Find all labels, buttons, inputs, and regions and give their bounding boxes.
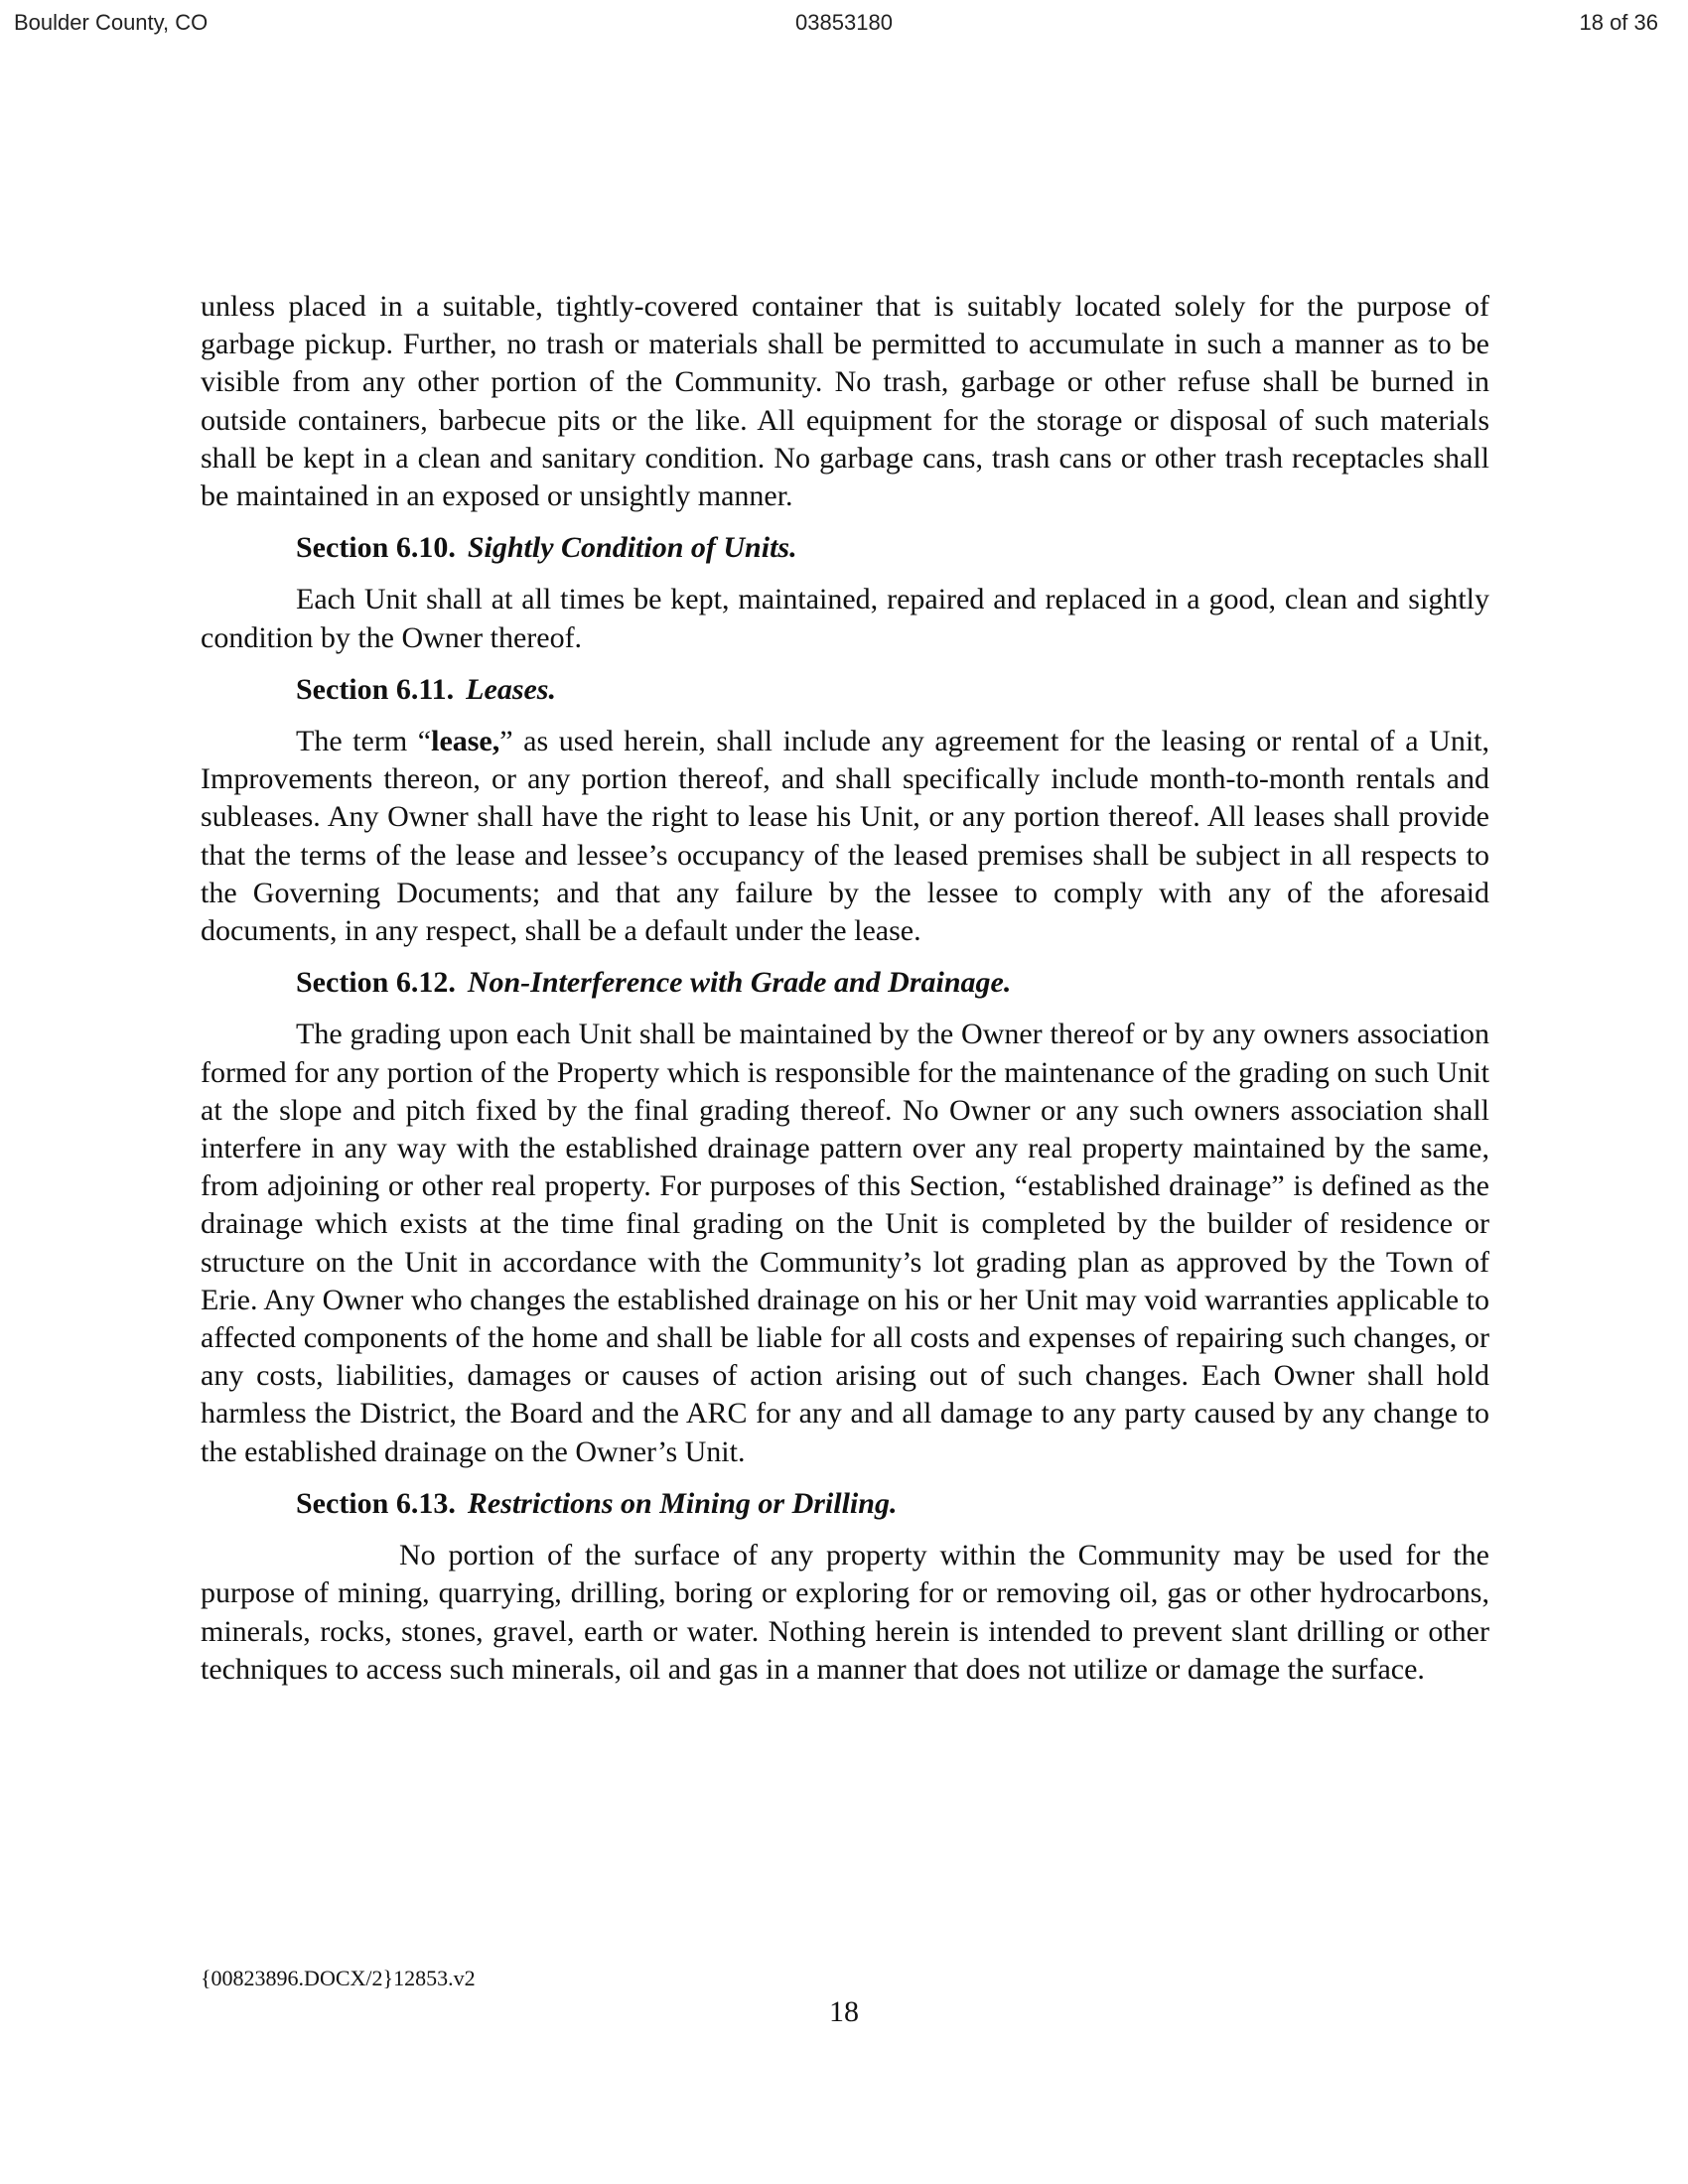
lease-term: lease,	[431, 725, 500, 758]
section-6-12-heading	[296, 964, 1489, 1002]
section-title: Sightly Condition of Units.	[467, 531, 797, 565]
section-number: Section 6.11.	[296, 672, 455, 706]
page-header	[0, 6, 1688, 42]
section-title: Restrictions on Mining or Drilling.	[467, 1486, 898, 1520]
section-number: Section 6.13.	[296, 1486, 456, 1520]
section-number: Section 6.12.	[296, 966, 456, 1000]
section-6-13-heading	[296, 1485, 1489, 1523]
document-body	[201, 288, 1489, 1689]
county-label: Boulder County, CO	[14, 10, 209, 35]
section-title: Non-Interference with Grade and Drainage.	[467, 966, 1012, 1000]
document-number: 03853180	[795, 10, 893, 35]
section-6-11-heading	[296, 671, 1489, 709]
lease-text-pre: The term “	[296, 725, 432, 758]
section-title: Leases.	[466, 672, 556, 706]
document-code: {00823896.DOCX/2}12853.v2	[201, 1966, 476, 1990]
page-number: 18	[829, 1995, 859, 2028]
section-number: Section 6.10.	[296, 531, 456, 565]
lease-text-post: ” as used herein, shall include any agreement for the leasing or rental of a Unit, Improvements thereon, or any portion thereof, and shall specifically include month-to-month rentals and subleases. Any Owner shall have the right to lease his Unit, or any portion thereof. All leases shall provide that the terms of the lease and lessee’s occupancy of the leased premises shall be subject in all respects to the Governing Documents; and that any failure by the lessee to comply with any of the aforesaid documents, in any respect, shall be a default under the lease.	[201, 725, 1489, 948]
page-of-count: 18 of 36	[1579, 10, 1658, 35]
section-6-13-text: No portion of the surface of any property within the Community may be used for the purpose of mining, quarrying, drilling, boring or exploring for or removing oil, gas or other hydrocarbons, minerals, rocks, stones, gravel, earth or water. Nothing herein is intended to prevent slant drilling or other techniques to access such minerals, oil and gas in a manner that does not utilize or damage the surface.	[201, 1539, 1489, 1686]
section-6-10-text: Each Unit shall at all times be kept, maintained, repaired and replaced in a good, clean and sightly condition by the Owner thereof.	[201, 583, 1489, 654]
section-6-10-heading	[296, 529, 1489, 567]
intro-paragraph: unless placed in a suitable, tightly-covered container that is suitably located solely for the purpose of garbage pickup. Further, no trash or materials shall be permitted to accumulate in such a manner as to be visible from any other portion of the Community. No trash, garbage or other refuse shall be burned in outside containers, barbecue pits or the like. All equipment for the storage or disposal of such materials shall be kept in a clean and sanitary condition. No garbage cans, trash cans or other trash receptacles shall be maintained in an exposed or unsightly manner.	[201, 290, 1489, 513]
section-6-11-text	[201, 723, 1489, 950]
section-6-12-text: The grading upon each Unit shall be maintained by the Owner thereof or by any owners association formed for any portion of the Property which is responsible for the maintenance of the grading on such Unit at the slope and pitch fixed by the final grading thereof. No Owner or any such owners association shall interfere in any way with the established drainage pattern over any real property maintained by the same, from adjoining or other real property. For purposes of this Section, “established drainage” is defined as the drainage which exists at the time final grading on the Unit is completed by the builder of residence or structure on the Unit in accordance with the Community’s lot grading plan as approved by the Town of Erie. Any Owner who changes the established drainage on his or her Unit may void warranties applicable to affected components of the home and shall be liable for all costs and expenses of repairing such changes, or any costs, liabilities, damages or causes of action arising out of such changes. Each Owner shall hold harmless the District, the Board and the ARC for any and all damage to any party caused by any change to the established drainage on the Owner’s Unit.	[201, 1018, 1489, 1468]
